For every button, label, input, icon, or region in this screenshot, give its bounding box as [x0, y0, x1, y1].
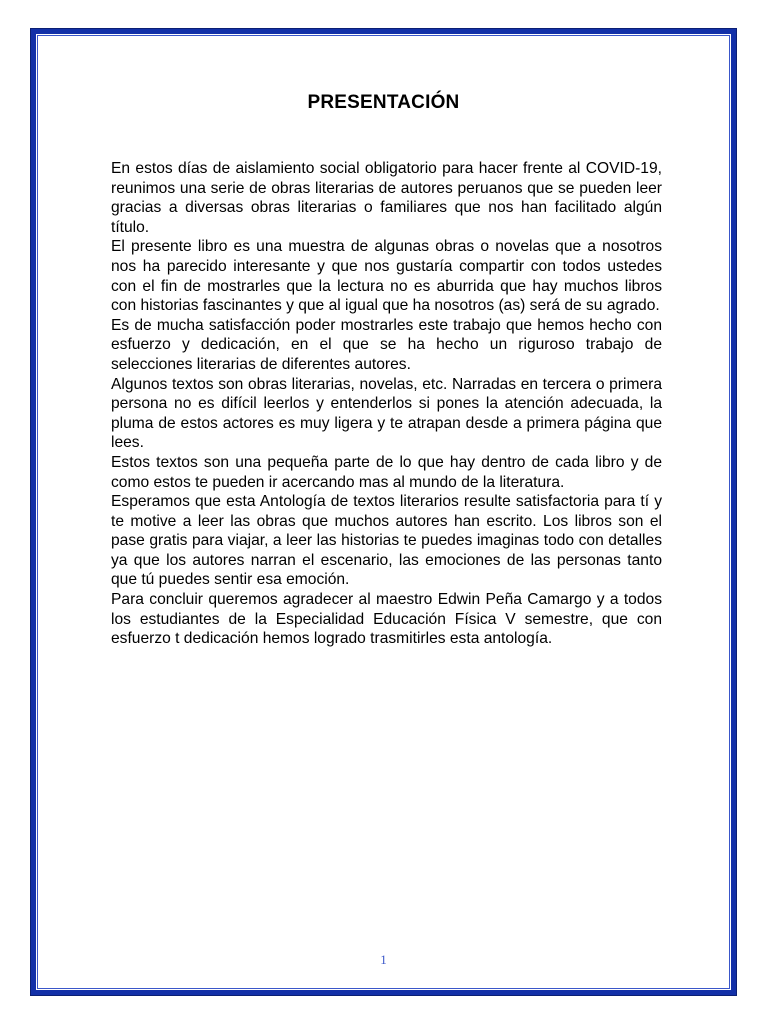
page-number: 1 — [380, 952, 387, 967]
paragraph-3: Es de mucha satisfacción poder mostrarles este trabajo que hemos hecho con esfuerzo y dedicación, en el que se ha hecho un riguroso trabajo de selecciones literarias de diferentes autores. — [111, 316, 662, 373]
paragraph-1: En estos días de aislamiento social obligatorio para hacer frente al COVID-19, reunimos una serie de obras literarias de autores peruanos que se pueden leer gracias a diversas obras literarias o familiares que nos han facilitado algún título. — [111, 160, 662, 236]
paragraph-2: El presente libro es una muestra de algunas obras o novelas que a nosotros nos ha parecido interesante y que nos gustaría compartir con todos ustedes con el fin de mostrarles que la lectura no es aburrida que hay muchos libros con historias fascinantes y que al igual que ha nosotros (as) será de su agrado. — [111, 238, 662, 315]
paragraph-6: Esperamos que esta Antología de textos literarios resulte satisfactoria para tí y te motive a leer las obras que muchos autores han escrito. Los libros son el pase gratis para viajar, a leer las historias te puedes imaginas todo con detalles ya que los autores narran el escenario, las emociones de las personas tanto que tú puedes sentir esa emoción. — [111, 493, 662, 589]
paragraph-4: Algunos textos son obras literarias, novelas, etc. Narradas en tercera o primera persona no es difícil leerlos y entenderlos si pones la atención adecuada, la pluma de estos actores es muy ligera y te atrapan desde a primera página que lees. — [111, 375, 662, 452]
body-text — [111, 159, 662, 649]
page-title: PRESENTACIÓN — [307, 92, 460, 113]
paragraph-7: Para concluir queremos agradecer al maestro Edwin Peña Camargo y a todos los estudiantes de la Especialidad Educación Física V semestre, que con esfuerzo t dedicación hemos logrado trasmitirles esta antología. — [111, 591, 662, 648]
page-border-frame — [31, 29, 736, 995]
paragraph-5: Estos textos son una pequeña parte de lo que hay dentro de cada libro y de como estos te pueden ir acercando mas al mundo de la literatura. — [111, 453, 662, 491]
